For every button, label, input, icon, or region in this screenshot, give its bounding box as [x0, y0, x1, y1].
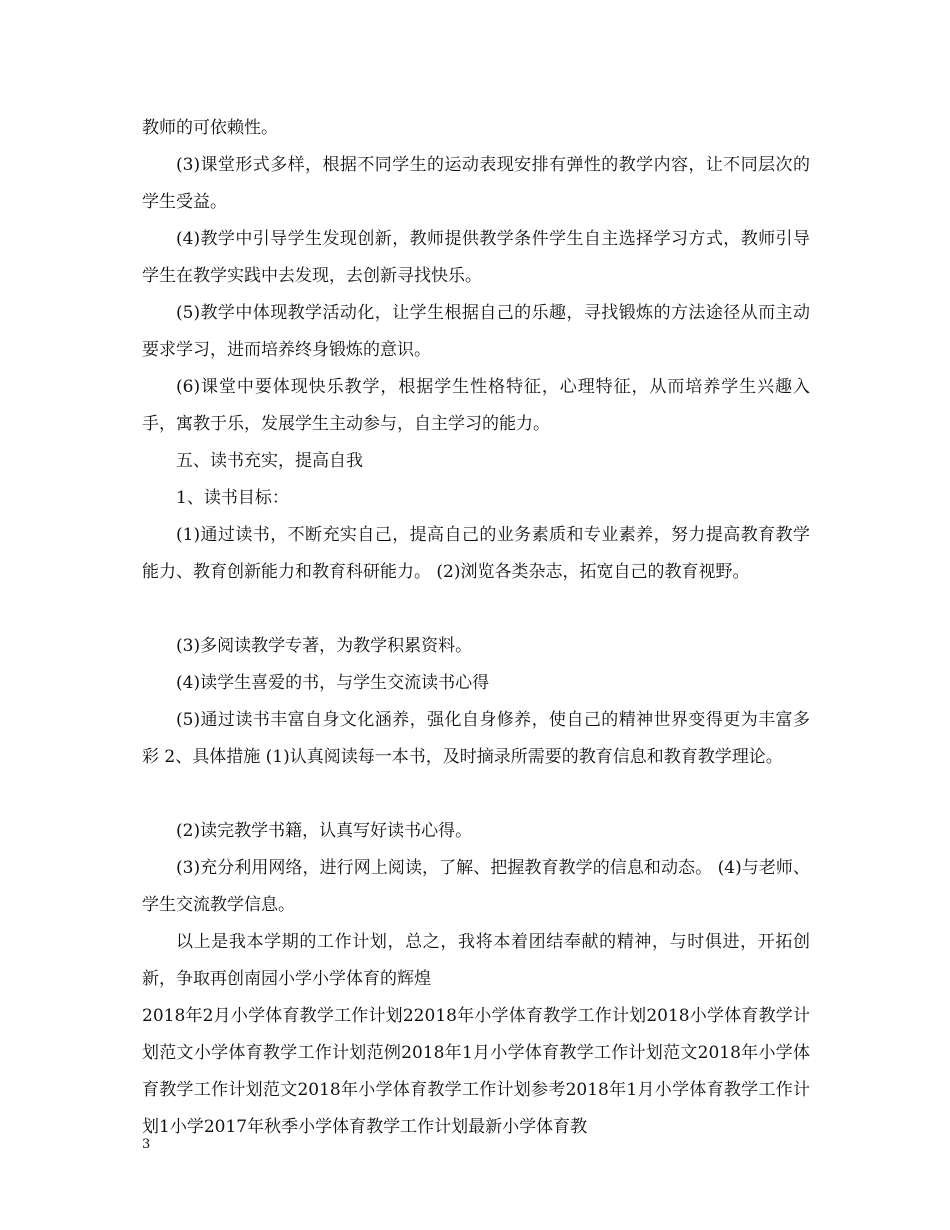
page-number: 3	[142, 1137, 151, 1152]
measure-2: (2)读完教学书籍，认真写好读书心得。	[176, 821, 473, 841]
paragraph-item-3: (3)课堂形式多样，根据不同学生的运动表现安排有弹性的教学内容，让不同层次的学生受益。	[142, 155, 810, 212]
conclusion-paragraph: 以上是我本学期的工作计划，总之，我将本着团结奉献的精神，与时俱进，开拓创新，争取再创南园小学小学体育的辉煌	[142, 932, 810, 989]
paragraph-continuation: 教师的可依赖性。	[142, 118, 278, 138]
related-titles: 2018年2月小学体育教学工作计划22018年小学体育教学工作计划2018小学体育教学计划范文小学体育教学工作计划范例2018年1月小学体育教学工作计划范文2018年小学体育教学工作计划范文2018年小学体育教学工作计划参考2018年1月小学体育教学工作计划1小学2017年秋季小学体育教学工作计划最新小学体育教	[142, 1006, 810, 1137]
paragraph-item-5: (5)教学中体现教学活动化，让学生根据自己的乐趣，寻找锻炼的方法途径从而主动要求学习，进而培养终身锻炼的意识。	[142, 303, 810, 360]
reading-goal-5-measures: (5)通过读书丰富自身文化涵养，强化自身修养，使自己的精神世界变得更为丰富多彩 2、具体措施 (1)认真阅读每一本书，及时摘录所需要的教育信息和教育教学理论。	[142, 710, 810, 767]
reading-goal-4: (4)读学生喜爱的书，与学生交流读书心得	[176, 673, 490, 693]
paragraph-item-4: (4)教学中引导学生发现创新，教师提供教学条件学生自主选择学习方式，教师引导学生在教学实践中去发现，去创新寻找快乐。	[142, 229, 810, 286]
reading-goal-1-2: (1)通过读书，不断充实自己，提高自己的业务素质和专业素养，努力提高教育教学能力、教育创新能力和教育科研能力。 (2)浏览各类杂志，拓宽自己的教育视野。	[142, 525, 810, 582]
measure-3-4: (3)充分利用网络，进行网上阅读，了解、把握教育教学的信息和动态。 (4)与老师、学生交流教学信息。	[142, 858, 810, 915]
paragraph-item-6: (6)课堂中要体现快乐教学，根据学生性格特征，心理特征，从而培养学生兴趣入手，寓教于乐，发展学生主动参与，自主学习的能力。	[142, 377, 810, 434]
section-heading: 五、读书充实，提高自我	[176, 451, 363, 471]
subsection-heading: 1、读书目标：	[176, 488, 289, 508]
reading-goal-3: (3)多阅读教学专著，为教学积累资料。	[176, 636, 473, 656]
